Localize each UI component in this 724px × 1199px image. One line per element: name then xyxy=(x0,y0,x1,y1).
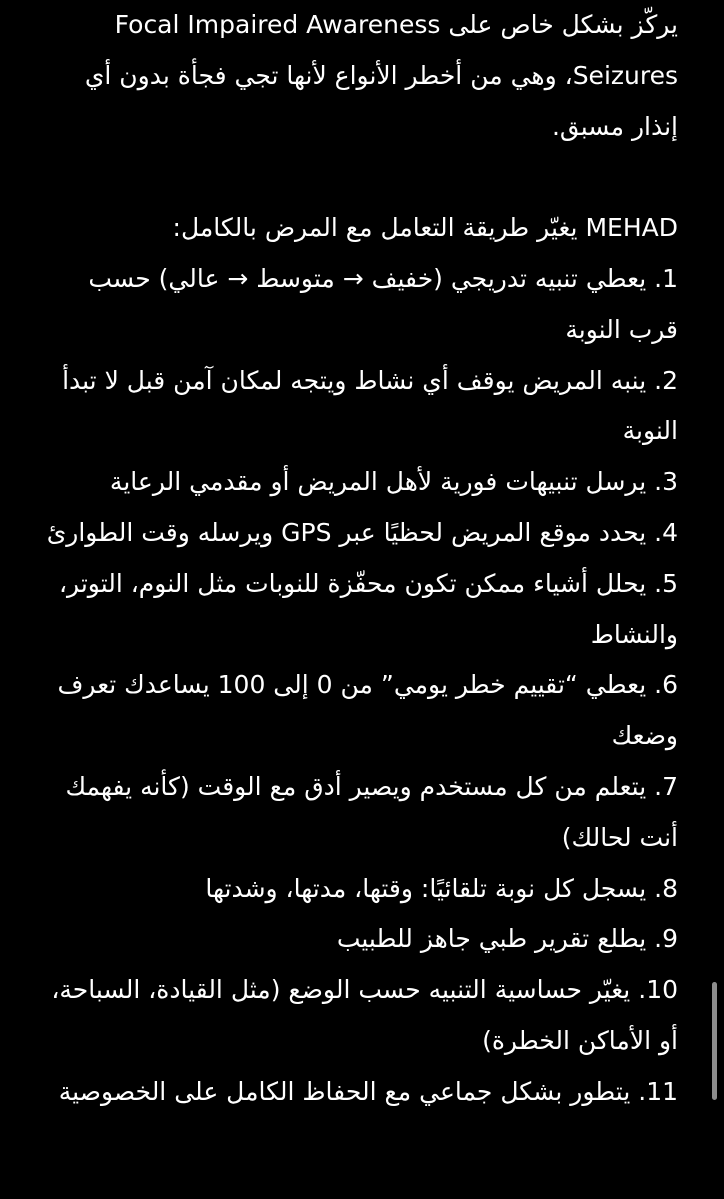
list-item-text: يحدد موقع المريض لحظيًا عبر GPS ويرسله وقت الطوارئ xyxy=(46,517,647,547)
list-item-number: 1. xyxy=(654,263,678,293)
list-item-number: 4. xyxy=(654,517,678,547)
list-item xyxy=(46,1067,678,1118)
list-item xyxy=(46,965,678,1067)
list-item xyxy=(46,762,678,864)
list-item xyxy=(46,254,678,356)
list-item-text: يسجل كل نوبة تلقائيًا: وقتها، مدتها، وشدتها xyxy=(205,873,647,903)
list-item xyxy=(46,864,678,915)
list-item-number: 2. xyxy=(654,365,678,395)
list-item-text: يعطي تنبيه تدريجي (خفيف → متوسط → عالي) حسب قرب النوبة xyxy=(88,263,678,344)
list-item xyxy=(46,914,678,965)
list-item xyxy=(46,457,678,508)
list-item-number: 9. xyxy=(654,924,678,954)
section-heading: MEHAD يغيّر طريقة التعامل مع المرض بالكامل: xyxy=(172,213,678,243)
list-item-text: يطلع تقرير طبي جاهز للطبيب xyxy=(336,924,647,954)
note-body[interactable] xyxy=(46,0,678,1118)
list-item-text: يحلل أشياء ممكن تكون محفّزة للنوبات مثل النوم، التوتر، والنشاط xyxy=(58,568,678,649)
list-item-text: يرسل تنبيهات فورية لأهل المريض أو مقدمي الرعاية xyxy=(109,467,647,497)
list-item-number: 11. xyxy=(638,1076,678,1106)
list-item-number: 10. xyxy=(638,975,678,1005)
list-item-number: 3. xyxy=(654,467,678,497)
list-item xyxy=(46,508,678,559)
intro-paragraph: يركّز بشكل خاص على Focal Impaired Awareness Seizures، وهي من أخطر الأنواع لأنها تجي فجأة بدون أي إنذار مسبق. xyxy=(84,10,678,141)
list-item-text: يغيّر حساسية التنبيه حسب الوضع (مثل القيادة، السباحة، أو الأماكن الخطرة) xyxy=(51,975,678,1055)
list-item-number: 8. xyxy=(654,873,678,903)
list-item-text: يعطي “تقييم خطر يومي” من 0 إلى 100 يساعدك تعرف وضعك xyxy=(57,670,678,751)
scrollbar-thumb[interactable] xyxy=(712,982,717,1100)
list-item-text: يتعلم من كل مستخدم ويصير أدق مع الوقت (كأنه يفهمك أنت لحالك) xyxy=(65,771,678,852)
list-item-number: 5. xyxy=(654,568,678,598)
list-item-text: ينبه المريض يوقف أي نشاط ويتجه لمكان آمن قبل لا تبدأ النوبة xyxy=(62,365,678,446)
list-item-number: 7. xyxy=(654,771,678,801)
list-item xyxy=(46,660,678,762)
blank-line xyxy=(46,152,678,203)
list-item xyxy=(46,559,678,661)
list-item-text: يتطور بشكل جماعي مع الحفاظ الكامل على الخصوصية xyxy=(58,1076,631,1106)
list-item xyxy=(46,356,678,458)
list-item-number: 6. xyxy=(654,670,678,700)
